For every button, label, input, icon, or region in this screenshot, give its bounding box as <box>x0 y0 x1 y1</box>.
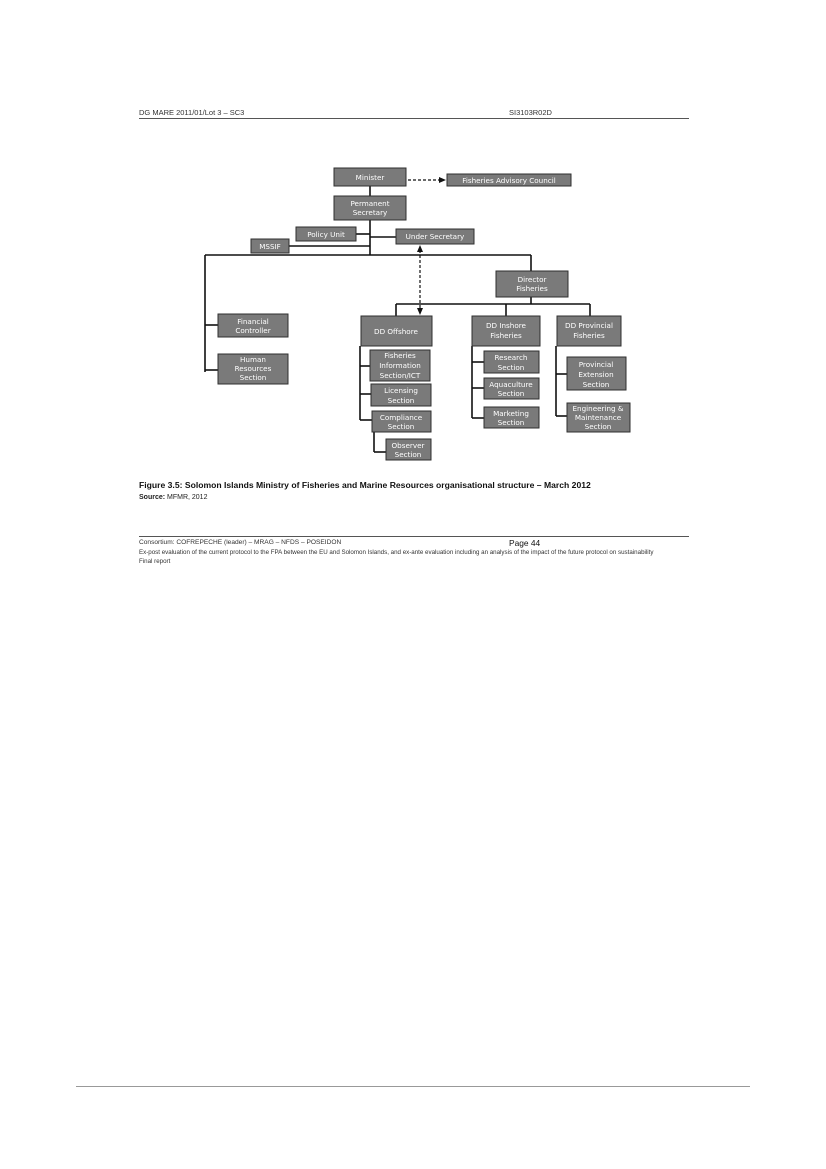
org-node-label: Under Secretary <box>405 232 465 241</box>
org-node-aquaculture-section <box>484 378 539 399</box>
page-bottom-rule <box>76 1086 750 1087</box>
org-node-label: MSSIF <box>259 242 281 251</box>
org-node-label: Section <box>394 450 422 459</box>
org-node-label: Fisheries Advisory Council <box>462 176 556 185</box>
header-report-code: SI3103R02D <box>509 108 552 117</box>
footer-final-report: Final report <box>139 558 171 565</box>
org-node-label: Controller <box>235 326 271 335</box>
org-node-label: Section <box>497 418 525 427</box>
org-node-label: Fisheries <box>490 331 522 340</box>
org-node-financial-controller <box>218 314 288 337</box>
org-node-label: Fisheries <box>516 284 548 293</box>
org-node-label: Engineering & <box>572 404 624 413</box>
org-node-mssif <box>251 239 289 253</box>
org-node-label: Fisheries <box>573 331 605 340</box>
org-node-label: Section <box>387 422 415 431</box>
org-node-label: Research <box>494 353 528 362</box>
figure-source <box>139 494 207 501</box>
org-node-label: Licensing <box>384 386 418 395</box>
org-node-research-section <box>484 351 539 373</box>
org-chart <box>0 0 826 470</box>
org-node-label: Aquaculture <box>489 380 533 389</box>
org-node-label: Policy Unit <box>307 230 345 239</box>
org-node-label: Section/ICT <box>379 371 421 380</box>
org-node-label: Provincial <box>578 360 614 369</box>
org-node-label: Observer <box>391 441 425 450</box>
figure-source-value: MFMR, 2012 <box>167 494 208 501</box>
org-node-label: Minister <box>355 173 385 182</box>
org-node-label: Permanent <box>350 199 390 208</box>
org-node-label: Section <box>584 422 612 431</box>
org-node-human-resources-section <box>218 354 288 384</box>
org-node-policy-unit <box>296 227 356 241</box>
org-node-label: DD Provincial <box>565 321 613 330</box>
org-node-label: Maintenance <box>574 413 622 422</box>
org-node-label: Information <box>379 361 421 370</box>
org-node-label: Compliance <box>379 413 423 422</box>
org-node-label: Section <box>387 396 415 405</box>
org-node-label: Marketing <box>493 409 529 418</box>
org-node-dd-offshore <box>361 316 432 346</box>
org-node-label: DD Inshore <box>486 321 526 330</box>
org-node-licensing-section <box>371 384 431 406</box>
org-node-label: DD Offshore <box>374 327 418 336</box>
footer-description: Ex-post evaluation of the current protocol to the FPA between the EU and Solomon Islands, and ex-ante evaluation including an analysis of the impact of the future protocol on sustainability <box>139 549 654 556</box>
org-node-label: Human <box>240 355 266 364</box>
org-node-label: Resources <box>234 364 272 373</box>
org-node-label: Fisheries <box>384 351 416 360</box>
org-node-label: Section <box>239 373 267 382</box>
org-node-engineering-maintenance-section <box>567 403 630 432</box>
org-node-dd-inshore-fisheries <box>472 316 540 346</box>
org-node-label: Secretary <box>352 208 388 217</box>
org-node-label: Section <box>497 389 525 398</box>
org-node-dd-provincial-fisheries <box>557 316 621 346</box>
figure-source-label: Source: <box>139 494 166 501</box>
org-node-fisheries-information-section <box>370 350 430 381</box>
org-node-label: Director <box>517 275 547 284</box>
org-node-label: Extension <box>578 370 614 379</box>
org-node-compliance-section <box>372 411 431 432</box>
org-node-provincial-extension-section <box>567 357 626 390</box>
org-node-permanent-secretary <box>334 196 406 220</box>
header-document-reference: DG MARE 2011/01/Lot 3 – SC3 <box>139 108 245 117</box>
org-node-label: Section <box>582 380 610 389</box>
footer-page-number: Page 44 <box>509 538 541 548</box>
org-node-label: Financial <box>237 317 269 326</box>
org-node-label: Section <box>497 363 525 372</box>
org-node-minister <box>334 168 406 186</box>
org-node-observer-section <box>386 439 431 460</box>
figure-caption: Figure 3.5: Solomon Islands Ministry of Fisheries and Marine Resources organisational structure – March 2012 <box>139 480 591 490</box>
org-node-marketing-section <box>484 407 539 428</box>
org-node-under-secretary <box>396 229 474 244</box>
org-node-director-fisheries <box>496 271 568 297</box>
org-node-fisheries-advisory-council <box>447 174 571 186</box>
footer-rule <box>139 536 689 537</box>
footer-consortium: Consortium: COFREPECHE (leader) – MRAG – NFDS – POSEIDON <box>139 539 342 546</box>
